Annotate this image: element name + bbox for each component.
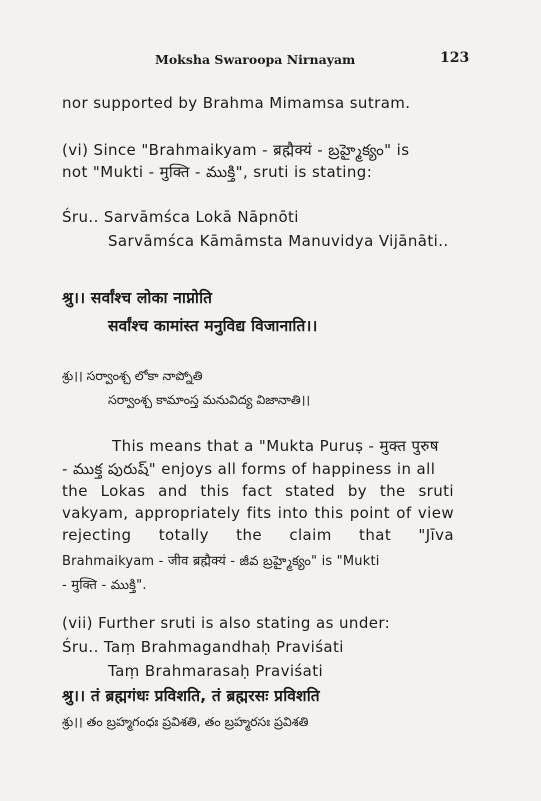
sruti-telugu-line: శ్రు।। సర్వాంశ్చ లోకా నాప్నోతి	[62, 368, 203, 383]
body-line: (vi) Since "Brahmaikyam - ब्रह्मैक्यं - బ్రహ్మైక్యం" is	[62, 141, 410, 159]
body-line: not "Mukti - मुक्ति - ముక్తి", sruti is stating:	[62, 163, 373, 181]
body-line: This means that a "Mukta Puruṣ - मुक्त पुरुष	[112, 437, 439, 455]
body-line: - ముక్త పురుష్" enjoys all forms of happiness in all	[62, 460, 436, 478]
sruti-telugu-line: సర్వాంశ్చ కామాంస్త మనువిద్య విజానాతి।।	[108, 392, 311, 407]
sruti-devanagari-line: श्रु।। तं ब्रह्मगंधः प्रविशति, तं ब्रह्मरसः प्रविशति	[62, 687, 320, 705]
body-line: Brahmaikyam - जीव ब्रह्मैक्यं - జీవ బ్రహ్మైక్యం" is "Mukti	[62, 554, 380, 569]
body-line: (vii) Further sruti is also stating as under:	[62, 614, 391, 632]
sruti-devanagari-line: श्रु।। सर्वांश्च लोका नाप्नोति	[62, 289, 213, 307]
page-number: 123	[440, 50, 470, 66]
sruti-roman-line: Śru.. Sarvāmśca Lokā Nāpnōti	[62, 208, 299, 226]
running-header-title: Moksha Swaroopa Nirnayam	[155, 52, 356, 67]
body-line: the Lokas and this fact stated by the sruti	[62, 482, 454, 500]
body-line: vakyam, appropriately fits into this point of view	[62, 504, 454, 522]
sruti-roman-line: Taṃ Brahmarasaḥ Praviśati	[108, 662, 324, 680]
body-line: nor supported by Brahma Mimamsa sutram.	[62, 94, 411, 112]
body-line: rejecting totally the claim that "Jīva	[62, 526, 454, 544]
sruti-devanagari-line: सर्वांश्च कामांस्त मनुविद्य विजानाति।।	[108, 317, 318, 335]
sruti-telugu-line: శ్రు।। తం బ్రహ్మగంధః ప్రవిశతి, తం బ్రహ్మరసః ప్రవిశతి	[62, 714, 309, 729]
body-line: - मुक्ति - ముక్తి".	[62, 578, 147, 593]
sruti-roman-line: Śru.. Taṃ Brahmagandhaḥ Praviśati	[62, 638, 344, 656]
sruti-roman-line: Sarvāmśca Kāmāmsta Manuvidya Vijānāti..	[108, 232, 449, 250]
